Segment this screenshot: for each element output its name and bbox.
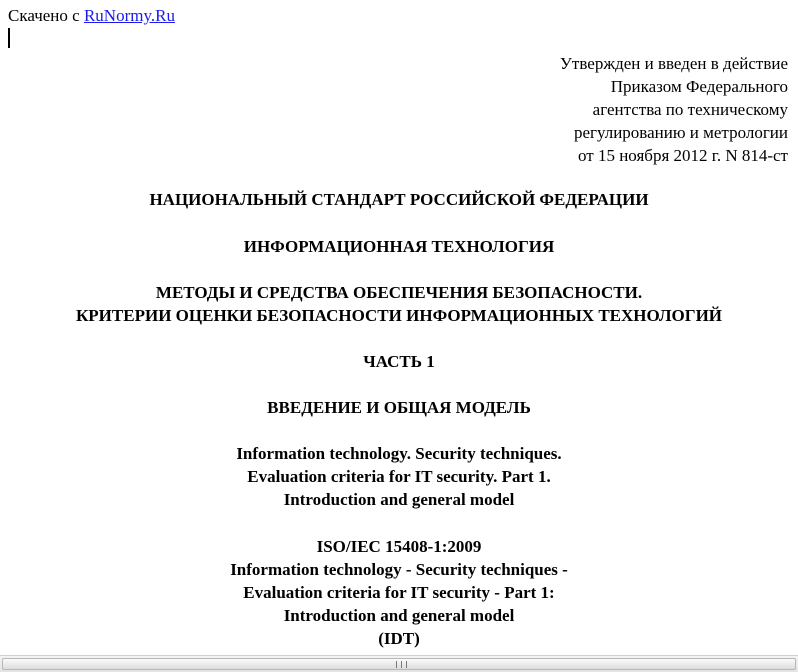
approval-line: Утвержден и введен в действие xyxy=(559,54,788,73)
part-heading xyxy=(0,350,798,373)
iso-line-2: Evaluation criteria for IT security - Part 1: xyxy=(243,583,555,602)
english-title-line-3: Introduction and general model xyxy=(283,490,515,509)
source-prefix: Скачено с xyxy=(8,6,80,25)
approval-line: агентства по техническому xyxy=(592,100,788,119)
approval-block xyxy=(560,52,788,167)
approval-line: Приказом Федерального xyxy=(610,77,788,96)
methods-line-1: МЕТОДЫ И СРЕДСТВА ОБЕСПЕЧЕНИЯ БЕЗОПАСНОСТИ. xyxy=(155,283,643,302)
horizontal-scrollbar[interactable] xyxy=(0,655,798,672)
source-link[interactable]: RuNormy.Ru xyxy=(83,6,175,25)
intro-heading xyxy=(0,396,798,419)
english-title xyxy=(0,442,798,511)
text-cursor xyxy=(8,28,10,48)
scrollbar-thumb[interactable] xyxy=(2,658,796,670)
source-line xyxy=(8,6,175,26)
iso-line-3: Introduction and general model xyxy=(283,606,515,625)
intro-heading-text: ВВЕДЕНИЕ И ОБЩАЯ МОДЕЛЬ xyxy=(267,398,531,417)
iso-line-1: Information technology - Security techniques - xyxy=(230,560,568,579)
it-heading xyxy=(0,235,798,258)
methods-line-2: КРИТЕРИИ ОЦЕНКИ БЕЗОПАСНОСТИ ИНФОРМАЦИОННЫХ ТЕХНОЛОГИЙ xyxy=(75,306,723,325)
iso-tag: (IDT) xyxy=(378,629,420,648)
iso-reference xyxy=(0,535,798,650)
iso-code: ISO/IEC 15408-1:2009 xyxy=(316,537,482,556)
methods-heading xyxy=(0,281,798,327)
national-standard-title xyxy=(0,188,798,211)
part-heading-text: ЧАСТЬ 1 xyxy=(363,352,435,371)
approval-line: от 15 ноября 2012 г. N 814-ст xyxy=(578,146,788,165)
approval-line: регулированию и метрологии xyxy=(573,123,788,142)
english-title-line-2: Evaluation criteria for IT security. Part 1. xyxy=(247,467,551,486)
english-title-line-1: Information technology. Security techniques. xyxy=(236,444,562,463)
grip-icon xyxy=(396,661,407,668)
it-heading-text: ИНФОРМАЦИОННАЯ ТЕХНОЛОГИЯ xyxy=(243,237,555,256)
national-standard-text: НАЦИОНАЛЬНЫЙ СТАНДАРТ РОССИЙСКОЙ ФЕДЕРАЦИИ xyxy=(149,190,649,209)
